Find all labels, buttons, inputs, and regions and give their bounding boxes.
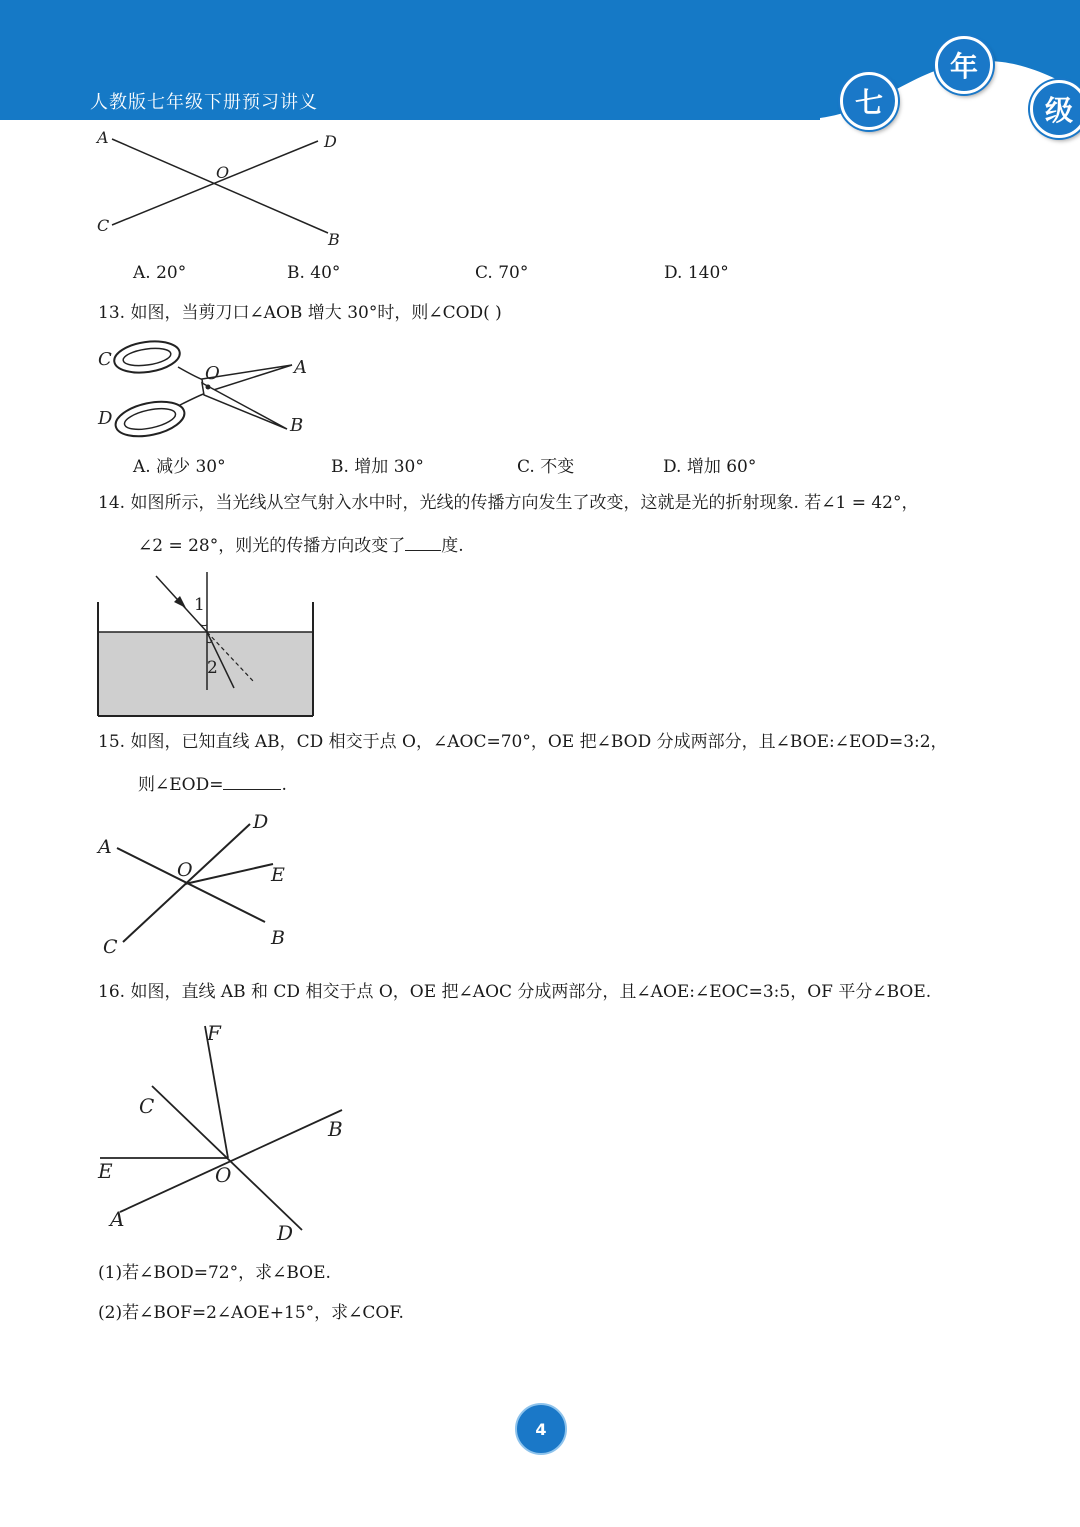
q15-label-a: A (98, 836, 112, 858)
q13-label-d: D (98, 408, 113, 429)
q15-line2 (138, 771, 287, 797)
q15-line2-after: . (281, 775, 287, 795)
q13-label-a: A (294, 357, 307, 378)
q14-label-2: 2 (207, 658, 218, 678)
grade-badge-ji: 级 (1030, 80, 1080, 138)
q15-line1: 15. 如图，已知直线 AB，CD 相交于点 O，∠AOC=70°，OE 把∠BOD 分成两部分，且∠BOE:∠EOD=3:2， (98, 732, 948, 752)
q16-label-b: B (328, 1117, 343, 1141)
q15-line2-before: 则∠EOD= (138, 775, 224, 795)
q14-answer-blank (405, 532, 441, 551)
q16-label-d: D (277, 1221, 294, 1245)
q16-sub2: (2)若∠BOF=2∠AOE+15°，求∠COF. (98, 1303, 404, 1323)
q12-option-b: B. 40° (287, 263, 341, 283)
q14-refraction-figure (96, 570, 318, 720)
q15-figure (95, 808, 305, 958)
q14-line2 (138, 532, 464, 558)
q16-label-e: E (98, 1159, 113, 1183)
q12-label-b: B (328, 230, 340, 249)
q12-option-c: C. 70° (475, 263, 529, 283)
q15-answer-blank (223, 771, 281, 790)
q12-label-c: C (97, 216, 110, 235)
q12-figure (90, 125, 350, 250)
q12-label-a: A (97, 128, 109, 147)
q15-label-d: D (253, 811, 269, 833)
q16-label-c: C (139, 1094, 155, 1118)
q13-label-b: B (290, 415, 304, 436)
q16-label-f: F (207, 1021, 221, 1045)
q13-option-a: A. 减少 30° (133, 457, 226, 477)
q14-line2-before: ∠2 = 28°，则光的传播方向改变了 (138, 536, 406, 556)
q16-label-a: A (110, 1207, 125, 1231)
q16-label-o: O (215, 1163, 232, 1187)
q16-sub1: (1)若∠BOD=72°，求∠BOE. (98, 1263, 331, 1283)
q14-line1: 14. 如图所示，当光线从空气射入水中时，光线的传播方向发生了改变，这就是光的折射现象. 若∠1 = 42°， (98, 493, 919, 513)
q15-label-c: C (103, 936, 118, 958)
q15-label-e: E (271, 864, 285, 886)
q13-option-b: B. 增加 30° (331, 457, 424, 477)
q14-label-1: 1 (194, 595, 205, 615)
q13-label-c: C (98, 349, 112, 370)
q12-label-d: D (324, 132, 337, 151)
q13-option-c: C. 不变 (517, 457, 575, 477)
q12-label-o: O (216, 163, 230, 182)
q15-label-o: O (177, 859, 193, 881)
q13-scissors-figure (92, 335, 322, 440)
q13-text: 13. 如图，当剪刀口∠AOB 增大 30°时，则∠COD( ) (98, 303, 502, 323)
grade-badge-qi: 七 (840, 72, 898, 130)
header-title: 人教版七年级下册预习讲义 (90, 92, 318, 113)
q13-label-o: O (205, 363, 220, 384)
q16-figure (92, 1018, 352, 1250)
q15-label-b: B (271, 927, 285, 949)
q12-option-a: A. 20° (133, 263, 187, 283)
q13-option-d: D. 增加 60° (663, 457, 757, 477)
page-number: 4 (515, 1403, 567, 1455)
q16-line1: 16. 如图，直线 AB 和 CD 相交于点 O，OE 把∠AOC 分成两部分，且∠AOE:∠EOC=3:5，OF 平分∠BOE. (98, 982, 932, 1002)
grade-badge-nian: 年 (935, 36, 993, 94)
q12-option-d: D. 140° (664, 263, 729, 283)
q14-line2-after: 度. (441, 536, 464, 556)
